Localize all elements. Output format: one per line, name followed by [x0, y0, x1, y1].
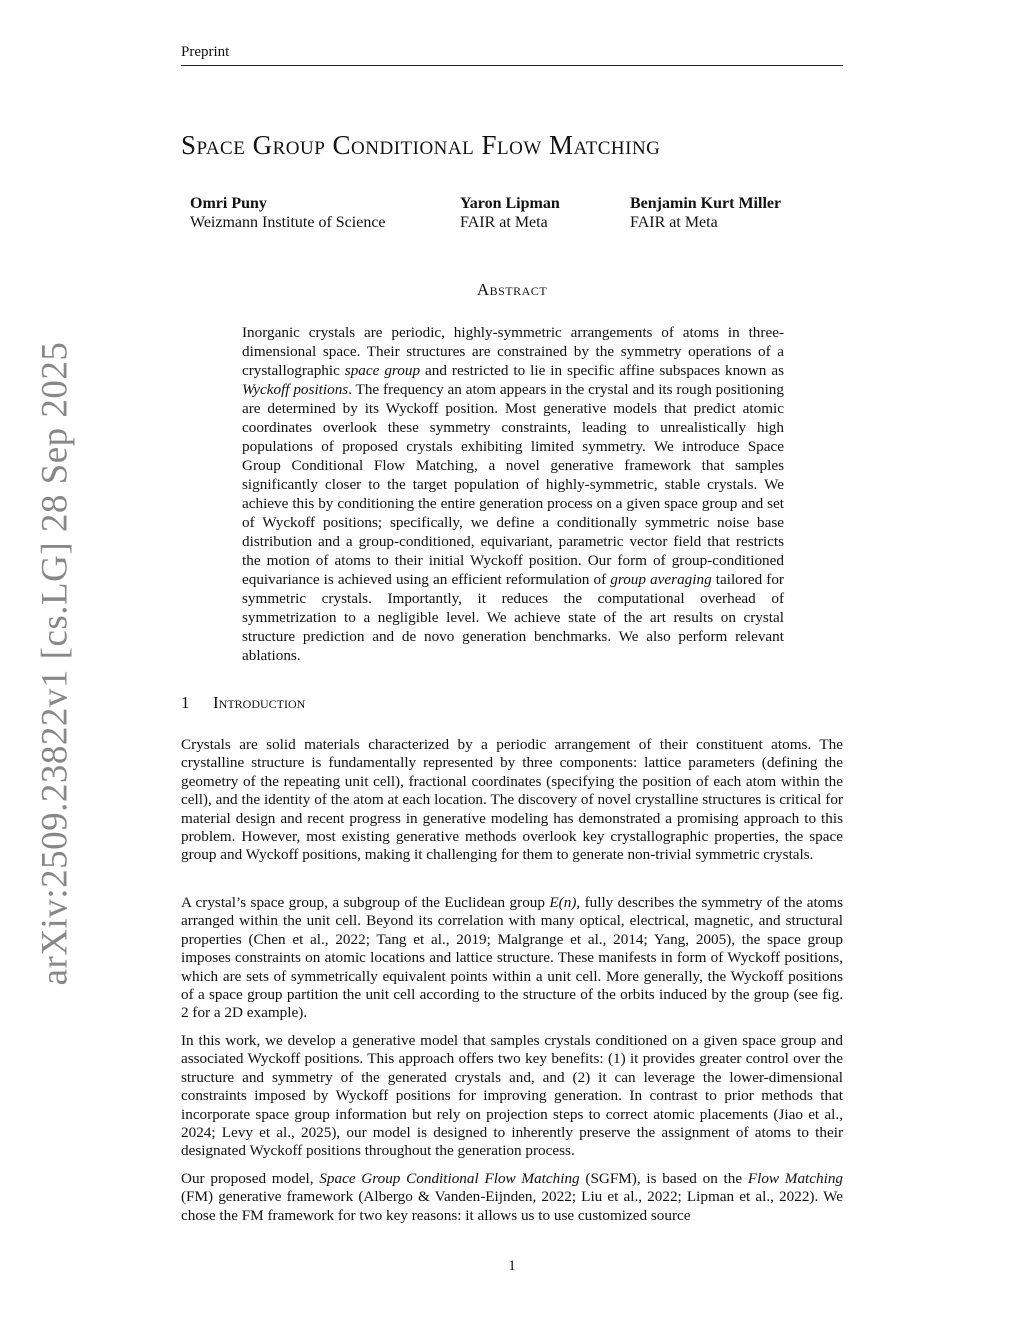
- abstract-body: Inorganic crystals are periodic, highly-symmetric arrangements of atoms in three-dimensional space. Their structures are constrained by the symmetry operations of a crystallographic space group and restricted to lie in specific affine subspaces known as Wyckoff positions. The frequency an atom appears in the crystal and its rough positioning are determined by its Wyckoff position. Most generative models that predict atomic coordinates overlook these symmetry constraints, leading to unrealistically high populations of proposed crystals exhibiting limited symmetry. We introduce Space Group Conditional Flow Matching, a novel generative framework that samples significantly closer to the target population of highly-symmetric, stable crystals. We achieve this by conditioning the entire generation process on a given space group and set of Wyckoff positions; specifically, we define a conditionally symmetric noise base distribution and a group-conditioned, equivariant, parametric vector field that restricts the motion of atoms to their initial Wyckoff position. Our form of group-conditioned equivariance is achieved using an efficient reformulation of group averaging tailored for symmetric crystals. Importantly, it reduces the computational overhead of symmetrization to a negligible level. We achieve state of the art results on crystal structure prediction and de novo generation benchmarks. We also perform relevant ablations.: [242, 324, 784, 664]
- paragraph: A crystal’s space group, a subgroup of the Euclidean group E(n), fully describes the symmetry of the atoms arranged within the unit cell. Beyond its correlation with many optical, electrical, magnetic, and structural properties (Chen et al., 2022; Tang et al., 2019; Malgrange et al., 2014; Yang, 2005), the space group imposes constraints on atomic locations and lattice structure. These manifests in form of Wyckoff positions, which are sets of symmetrically equivalent points within a unit cell. More generally, the Wyckoff positions of a space group partition the unit cell according to the structure of the orbits induced by the group (see fig. 2 for a 2D example).: [181, 894, 843, 1022]
- math-expression: E(n): [549, 894, 577, 911]
- emphasis: Flow Matching: [747, 1170, 844, 1187]
- model-name: Space Group Conditional Flow Matching: [319, 1170, 580, 1187]
- emphasis: group averaging: [610, 571, 712, 588]
- section-number: 1: [181, 693, 190, 712]
- paragraph: In this work, we develop a generative model that samples crystals conditioned on a given space group and associated Wyckoff positions. This approach offers two key benefits: (1) it provides greater control over the structure and symmetry of the generated crystals and, and (2) it can leverage the lower-dimensional constraints imposed by Wyckoff positions for improving generation. In contrast to prior methods that incorporate space group information but rely on projection steps to correct atomic placements (Jiao et al., 2024; Levy et al., 2025), our model is designed to inherently preserve the assignment of atoms to their designated Wyckoff positions throughout the generation process.: [181, 1032, 843, 1160]
- abstract-heading: Abstract: [476, 280, 548, 299]
- running-header: Preprint: [181, 44, 230, 60]
- page-number: 1: [508, 1258, 516, 1274]
- emphasis: Wyckoff positions: [242, 381, 349, 398]
- header-rule: [181, 65, 843, 66]
- author-3: [630, 194, 781, 232]
- paragraph: Our proposed model, Space Group Conditional Flow Matching (SGFM), is based on the Flow Matching (FM) generative framework (Albergo & Vanden-Eijnden, 2022; Liu et al., 2022; Lipman et al., 2022). We chose the FM framework for two key reasons: it allows us to use customized source: [181, 1170, 844, 1224]
- section-heading-introduction: [181, 693, 305, 713]
- author-name: Benjamin Kurt Miller: [630, 195, 782, 212]
- author-2: [460, 194, 560, 232]
- arxiv-identifier[interactable]: arXiv:2509.23822v1 [cs.LG] 28 Sep 2025: [34, 341, 76, 986]
- author-1: [190, 194, 386, 232]
- author-name: Yaron Lipman: [460, 195, 560, 212]
- paragraph: Crystals are solid materials characterized by a periodic arrangement of their constituent atoms. The crystalline structure is fundamentally represented by three components: lattice parameters (defining the geometry of the repeating unit cell), fractional coordinates (specifying the position of each atom within the cell), and the identity of the atom at each location. The discovery of novel crystalline structures is critical for material design and recent progress in generative modeling has demonstrated a promising approach to this problem. However, most existing generative methods overlook key crystallographic properties, the space group and Wyckoff positions, making it challenging for them to generate non-trivial symmetric crystals.: [181, 736, 843, 864]
- author-affiliation: Weizmann Institute of Science: [190, 214, 386, 231]
- author-affiliation: FAIR at Meta: [630, 214, 718, 231]
- author-name: Omri Puny: [190, 195, 267, 212]
- author-affiliation: FAIR at Meta: [460, 214, 548, 231]
- section-title: Introduction: [213, 693, 306, 712]
- paper-title: Space Group Conditional Flow Matching: [181, 130, 661, 160]
- emphasis: space group: [344, 362, 421, 379]
